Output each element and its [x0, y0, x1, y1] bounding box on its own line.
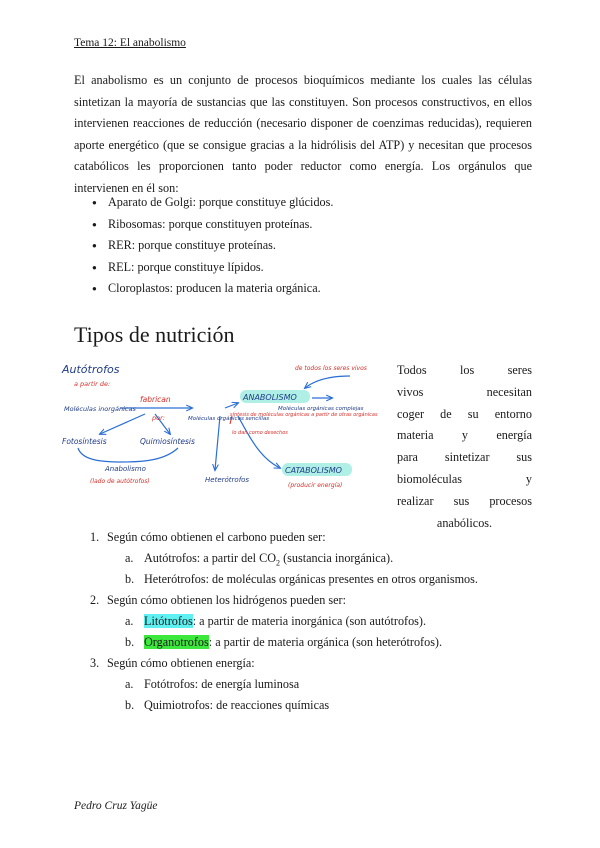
intro-paragraph: El anabolismo es un conjunto de procesos bioquímicos mediante los cuales las células sintetizan la mayoría de sustancias que las constituyen. Son procesos constructivos, en ellos intervienen reacciones de reducción (necesario disponer de coenzimas reducidas), requieren aporte energético (que se consigue gracias a la hidrólisis del ATP) y necesitan que procesos catabólicos les proporcionen tanto poder reductor como energía. Los orgánulos que intervienen en él son:	[74, 73, 532, 195]
list-text: Según cómo obtienen el carbono pueden ser:	[107, 530, 326, 544]
list-text: Autótrofos: a partir del CO	[144, 551, 277, 565]
list-item	[125, 551, 393, 567]
label-quimiosintesis: Quimiosíntesis	[140, 437, 195, 446]
label-por: por:	[152, 414, 165, 422]
list-text: Heterótrofos: de moléculas orgánicas presentes en otros organismos.	[144, 572, 478, 586]
list-item: ● REL: porque constituye lípidos.	[92, 257, 333, 279]
arrow-catabolismo	[238, 416, 280, 468]
list-item	[125, 635, 442, 650]
highlight-litotrofos: Litótrofos	[144, 614, 193, 628]
highlight-organotrofos: Organotrofos	[144, 635, 209, 649]
list-number: 2.	[90, 593, 100, 607]
arrow-de-todos	[305, 376, 350, 388]
list-text: Según cómo obtienen los hidrógenos pueden ser:	[107, 593, 346, 607]
label-moleculas-organicas-sencillas: Moléculas orgánicas sencillas	[188, 416, 270, 422]
list-item	[125, 614, 426, 629]
list-letter: a.	[125, 677, 134, 691]
label-de-todos: de todos los seres vivos	[295, 365, 367, 372]
nutrition-diagram	[60, 358, 395, 498]
label-a-partir-de: a partir de:	[74, 380, 111, 388]
label-catabolismo: CATABOLISMO	[285, 466, 342, 475]
label-fabrican: fabrican	[140, 395, 171, 404]
organelle-list	[92, 192, 333, 300]
label-autotrofos: Autótrofos	[62, 363, 120, 376]
list-item: ● RER: porque constituye proteínas.	[92, 235, 333, 257]
list-item	[90, 593, 346, 608]
label-anabolismo: Anabolismo	[105, 465, 146, 473]
list-text: Fotótrofos: de energía luminosa	[144, 677, 300, 691]
list-item	[125, 572, 478, 587]
list-letter: a.	[125, 614, 134, 628]
label-moleculas-inorganicas: Moléculas inorgánicas	[64, 405, 136, 413]
label-anabolismo-caps: ANABOLISMO	[243, 393, 297, 402]
subscript: 2	[276, 558, 281, 568]
list-letter: a.	[125, 551, 134, 565]
label-moleculas-organicas-complejas: Moléculas orgánicas complejas	[278, 406, 364, 412]
page-header: Tema 12: El anabolismo	[74, 37, 186, 49]
label-sintesis: síntesis de moléculas orgánicas a partir de otras orgánicas	[230, 412, 378, 418]
list-letter: b.	[125, 698, 135, 712]
side-line: para sintetizar sus	[397, 450, 532, 465]
arrow-heterotrofos	[215, 416, 220, 470]
list-item: ● Aparato de Golgi: porque constituye glúcidos.	[92, 192, 333, 214]
list-item	[125, 677, 299, 692]
list-item	[90, 656, 255, 671]
side-paragraph	[397, 360, 532, 534]
side-line: materia y energía	[397, 428, 532, 443]
side-line: biomoléculas y	[397, 471, 532, 486]
section-title: Tipos de nutrición	[74, 322, 235, 347]
line-to-fotosintesis	[100, 414, 145, 434]
list-number: 3.	[90, 656, 100, 670]
list-letter: b.	[125, 635, 135, 649]
list-letter: b.	[125, 572, 135, 586]
label-producir-energia: (producir energía)	[288, 482, 343, 489]
arrow-anabolismo	[225, 403, 238, 408]
list-text: : a partir de materia inorgánica (son autótrofos).	[192, 614, 427, 628]
list-text: Según cómo obtienen energía:	[107, 656, 255, 670]
list-item	[125, 698, 329, 713]
side-line: Todos los seres	[397, 363, 532, 377]
label-lado-autotrofos: (lado de autótrofos)	[90, 478, 150, 485]
list-item: ● Cloroplastos: producen la materia orgánica.	[92, 278, 333, 300]
list-text: Quimiotrofos: de reacciones químicas	[144, 698, 330, 712]
label-fotosintesis: Fotosíntesis	[62, 437, 107, 446]
list-text: (sustancia inorgánica).	[280, 551, 394, 565]
side-line: anabólicos.	[436, 515, 493, 530]
page-footer: Pedro Cruz Yagüe	[74, 800, 158, 812]
list-item	[90, 530, 326, 545]
list-number: 1.	[90, 530, 100, 544]
side-line: vivos necesitan	[397, 384, 532, 399]
bracket-anabolismo	[78, 448, 178, 462]
label-heterotrofos: Heterótrofos	[205, 476, 250, 484]
label-lo-dan: lo dan como desechos	[232, 430, 288, 436]
list-text: : a partir de materia orgánica (son heterótrofos).	[208, 635, 443, 649]
side-line: coger de su entorno	[397, 406, 532, 421]
list-item: ● Ribosomas: porque constituyen proteínas.	[92, 214, 333, 236]
side-line: realizar sus procesos	[397, 493, 532, 508]
